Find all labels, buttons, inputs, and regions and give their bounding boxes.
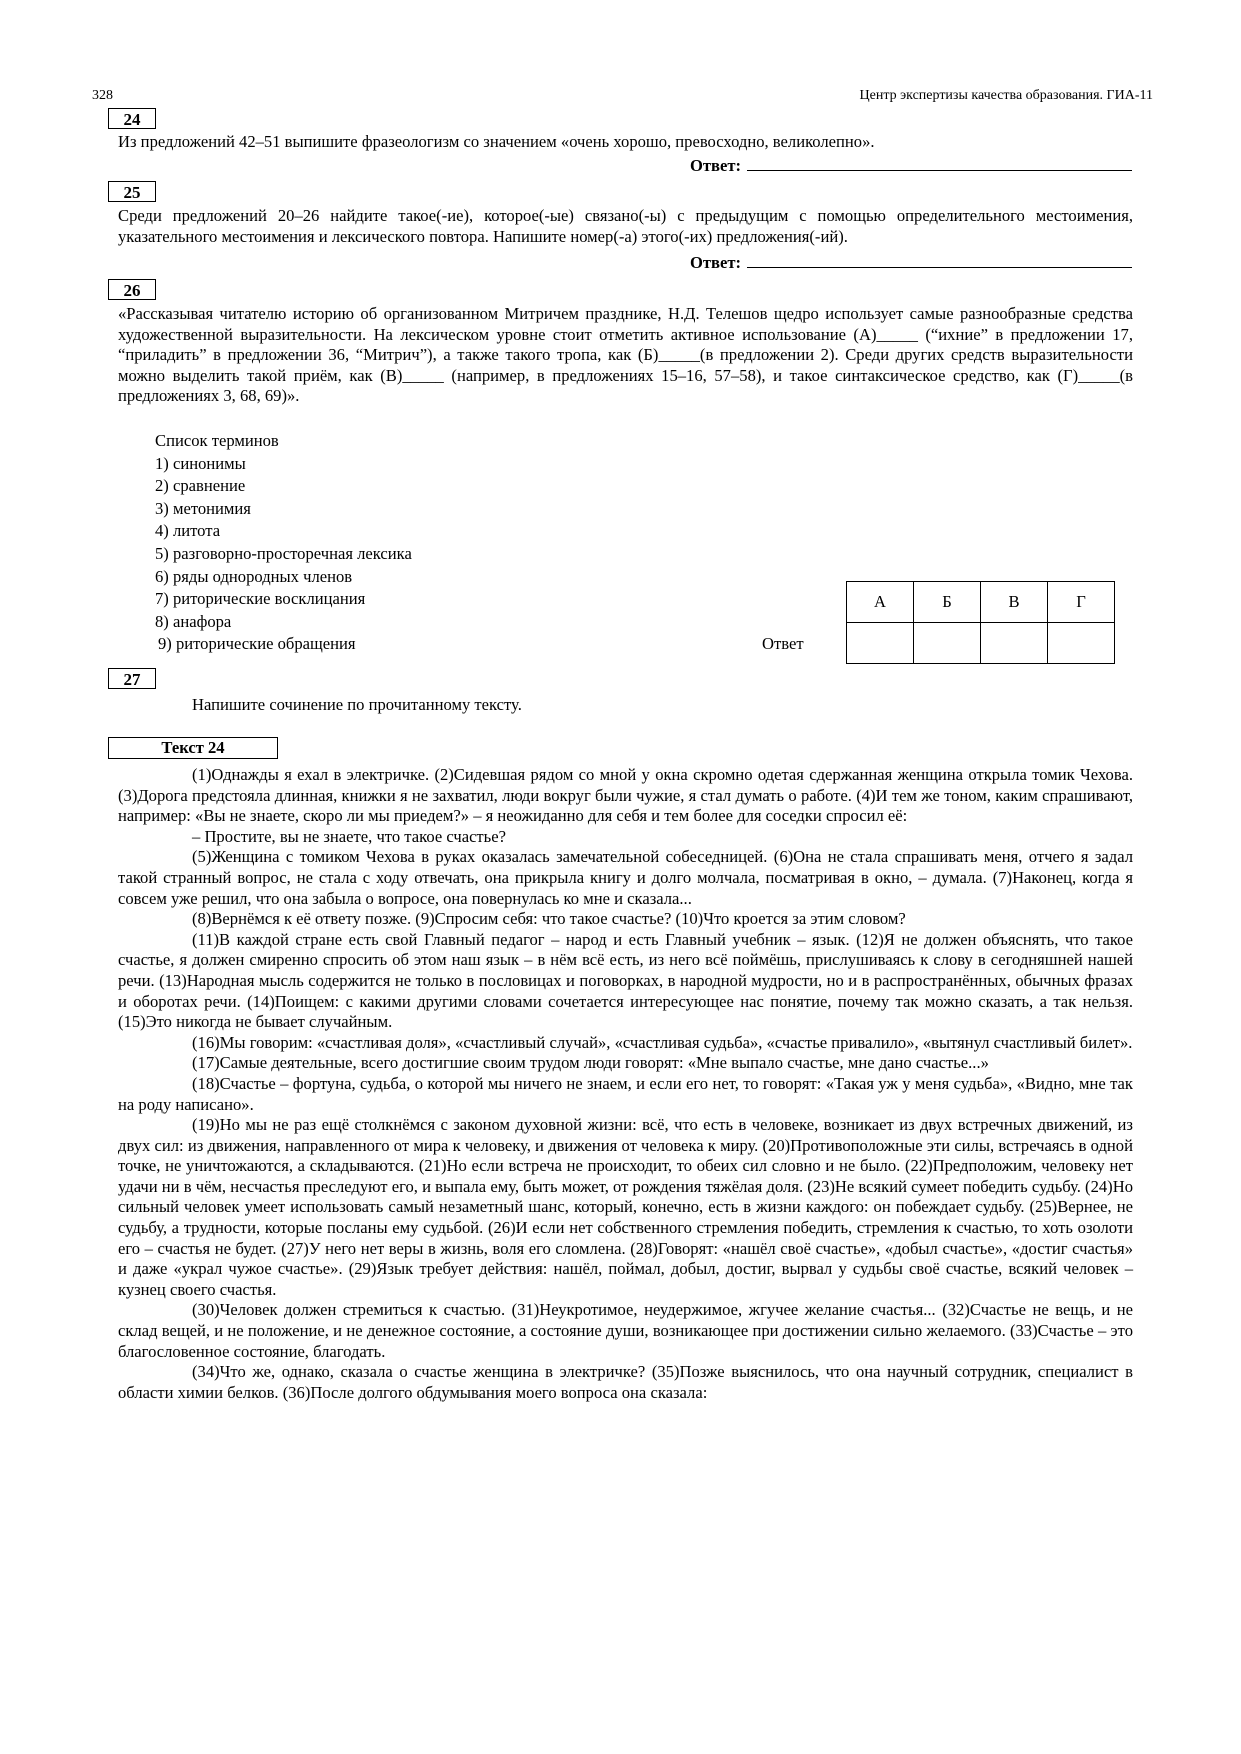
text-title: Текст 24 [108, 737, 278, 759]
task-27-text: Напишите сочинение по прочитанному тексту. [192, 695, 522, 714]
paragraph: (30)Человек должен стремиться к счастью. (31)Неукротимое, неудержимое, жгучее желание счастья... (32)Счастье не вещь, и не склад вещей, и не положение, и не денежное состояние, а состояние души, возникающее при достижении сильно желаемого. (33)Счастье – это благословенное состояние, благодать. [118, 1300, 1133, 1361]
reading-text [118, 765, 1133, 1403]
paragraph: (18)Счастье – фортуна, судьба, о которой мы ничего не знаем, и если его нет, то говорят: «Такая уж у меня судьба», «Видно, мне так на роду написано». [118, 1073, 1133, 1114]
page-header [92, 88, 1153, 108]
answer-header-v: В [981, 582, 1048, 623]
paragraph: (5)Женщина с томиком Чехова в руках оказалась замечательной собеседницей. (6)Она не стала спрашивать меня, отчего я задал такой странный вопрос, не стала с ходу отвечать, она прикрыла книгу и долго молчала, посматривая в окно, – думала. (7)Наконец, когда я совсем уже решил, что она забыла о вопросе, она повернулась ко мне и сказала... [118, 847, 1133, 908]
paragraph: (17)Самые деятельные, всего достигшие своим трудом люди говорят: «Мне выпало счастье, мне дано счастье...» [192, 1053, 989, 1073]
paragraph: (1)Однажды я ехал в электричке. (2)Сидевшая рядом со мной у окна скромно одетая сдержанная женщина открыла томик Чехова. (3)Дорога предстояла длинная, книжки я не захватил, люди вокруг были чужие, я стал думать о работе. (4)И тем же тоном, каким спрашивают, например: «Вы не знаете, скоро ли мы приедем?» – я неожиданно для себя и тем более для соседки спросил её: [118, 765, 1133, 826]
answer-cell-b[interactable] [914, 623, 981, 664]
answer-word: Ответ [762, 634, 804, 653]
term-item: 9) риторические обращения [158, 634, 356, 654]
answer-header-g: Г [1048, 582, 1115, 623]
task-number-26: 26 [108, 279, 156, 300]
answer-input-line[interactable] [747, 251, 1132, 268]
answer-header-b: Б [914, 582, 981, 623]
term-item: 1) синонимы [155, 453, 246, 473]
answer-cell-g[interactable] [1048, 623, 1115, 664]
answer-header-a: А [847, 582, 914, 623]
task-24-text: Из предложений 42–51 выпишите фразеологизм со значением «очень хорошо, превосходно, великолепно». [118, 132, 875, 151]
answer-table [846, 581, 1115, 664]
task-26-text: «Рассказывая читателю историю об организованном Митричем празднике, Н.Д. Телешов щедро использует самые разнообразные средства художественной выразительности. На лексическом уровне стоит отметить активное использование (А)_____ (“ихние” в предложении 17, “приладить” в предложении 36, “Митрич”), а также такого тропа, как (Б)_____(в предложении 2). Среди других средств выразительности можно выделить такой приём, как (В)_____ (например, в предложениях 15–16, 57–58), и такое синтаксическое средство, как (Г)_____(в предложениях 3, 68, 69)». [118, 304, 1133, 405]
term-item: 8) анафора [155, 611, 232, 631]
term-item: 5) разговорно-просторечная лексика [155, 543, 412, 563]
term-item: 7) риторические восклицания [155, 589, 366, 609]
answer-cell-v[interactable] [981, 623, 1048, 664]
term-item: 2) сравнение [155, 476, 246, 496]
term-item: 4) литота [155, 521, 221, 541]
answer-label: Ответ: [689, 253, 741, 272]
task-number-25: 25 [108, 181, 156, 202]
task-25-text: Среди предложений 20–26 найдите такое(-ие), которое(-ые) связано(-ы) с предыдущим с помощью определительного местоимения, указательного местоимения и лексического повтора. Напишите номер(-а) этого(-их) предложения(-ий). [118, 206, 1133, 246]
paragraph: (11)В каждой стране есть свой Главный педагог – народ и есть Главный учебник – язык. (12)Я не должен объяснять, что такое счастье, я должен смиренно спросить об этом наш язык – в нём всё есть, из него всё поймёшь, прислушиваясь к слову в сегодняшней нашей речи. (13)Народная мысль содержится не только в пословицах и поговорках, в народной мудрости, но и в распространённых, обычных фразах и оборотах речи. (14)Поищем: с какими другими словами сочетается интересующее нас понятие, почему так можно сказать, а так нельзя. (15)Это никогда не бывает случайным. [118, 929, 1133, 1032]
task-number-24: 24 [108, 108, 156, 129]
task-24-answer [600, 154, 1132, 176]
page-number: 328 [92, 88, 113, 103]
term-item: 3) метонимия [155, 498, 251, 518]
terms-title: Список терминов [155, 431, 279, 450]
terms-list [155, 430, 412, 656]
term-item: 6) ряды однородных членов [155, 566, 353, 586]
paragraph: (8)Вернёмся к её ответу позже. (9)Спросим себя: что такое счастье? (10)Что кроется за этим словом? [192, 909, 906, 929]
task-25-answer [600, 251, 1132, 273]
paragraph: – Простите, вы не знаете, что такое счастье? [192, 826, 506, 846]
paragraph: (34)Что же, однако, сказала о счастье женщина в электричке? (35)Позже выяснилось, что она научный сотрудник, специалист в области химии белков. (36)После долгого обдумывания моего вопроса она сказала: [118, 1362, 1133, 1402]
paragraph: (16)Мы говорим: «счастливая доля», «счастливый случай», «счастливая судьба», «счастье привалило», «вытянул счастливый билет». [192, 1032, 1133, 1052]
header-organization: Центр экспертизы качества образования. ГИА-11 [859, 88, 1153, 103]
answer-cell-a[interactable] [847, 623, 914, 664]
paragraph: (19)Но мы не раз ещё столкнёмся с законом духовной жизни: всё, что есть в человеке, возникает из двух встречных движений, из двух сил: из движения, направленного от мира к человеку, и движения от человека к миру. (20)Противоположные эти силы, встречаясь в одной точке, не уничтожаются, а складываются. (21)Но если встреча не происходит, то обеих сил словно и не было. (22)Предположим, человеку нет удачи ни в чём, несчастья преследуют его, и выпала ему, быть может, от рождения тяжёлая доля. (23)Не всякий сумеет победить судьбу. (24)Но сильный человек умеет использовать самый незаметный шанс, который, конечно, есть в жизни каждого: он побеждает судьбу. (25)Вернее, не судьбу, а трудности, которые посланы ему судьбой. (26)И если нет собственного стремления победить, стремления к счастью, то хоть озолоти его – счастья не будет. (27)У него нет веры в жизнь, воля его сломлена. (28)Говорят: «нашёл своё счастье», «добыл счастье», «достиг счастья» и даже «украл чужое счастье». (29)Язык требует действия: нашёл, поймал, добыл, достиг, вырвал у судьбы своё счастье, всякий человек – кузнец своего счастья. [118, 1115, 1133, 1299]
answer-input-line[interactable] [747, 154, 1132, 171]
answer-label: Ответ: [689, 156, 741, 175]
task-number-27: 27 [108, 668, 156, 689]
